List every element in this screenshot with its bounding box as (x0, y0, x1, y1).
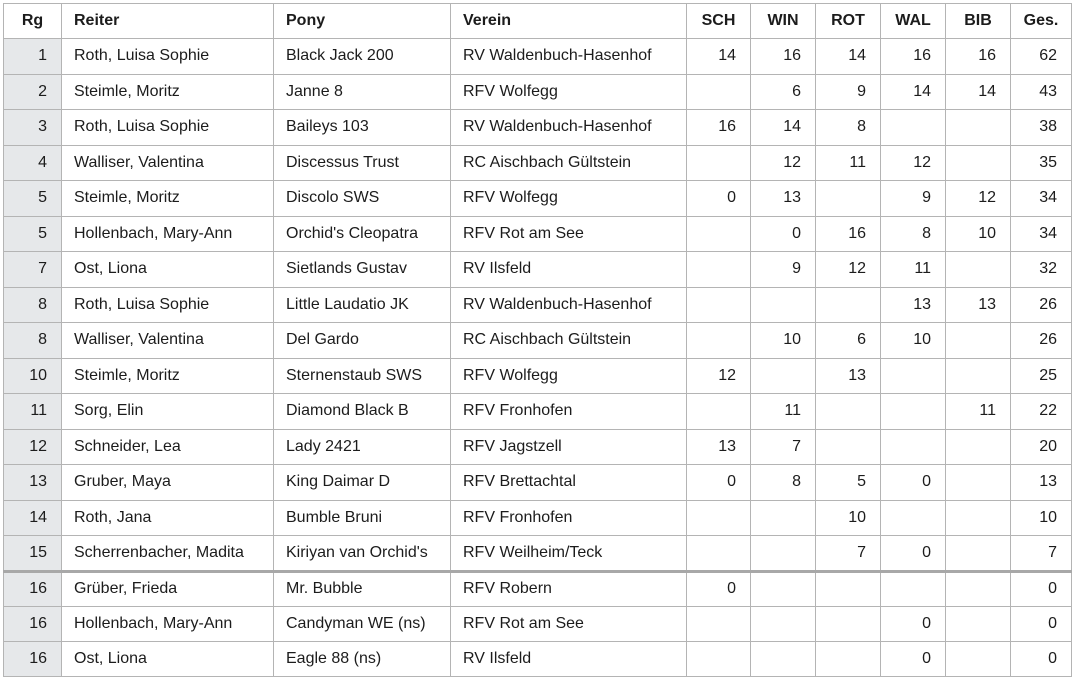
cell-verein: RFV Robern (451, 571, 687, 606)
cell-pony: Sietlands Gustav (274, 252, 451, 288)
cell-verein: RFV Jagstzell (451, 429, 687, 465)
table-row (4, 358, 1072, 394)
cell-rot (816, 606, 881, 641)
cell-rank: 16 (4, 571, 62, 606)
cell-ges: 0 (1011, 571, 1072, 606)
cell-rot: 12 (816, 252, 881, 288)
cell-pony: King Daimar D (274, 465, 451, 501)
cell-win: 8 (751, 465, 816, 501)
cell-reiter: Roth, Luisa Sophie (62, 39, 274, 75)
cell-sch: 0 (687, 571, 751, 606)
cell-bib (946, 606, 1011, 641)
cell-verein: RFV Fronhofen (451, 500, 687, 536)
cell-wal: 0 (881, 606, 946, 641)
cell-bib (946, 252, 1011, 288)
cell-ges: 0 (1011, 606, 1072, 641)
table-row (4, 74, 1072, 110)
header-rg: Rg (4, 4, 62, 39)
header-pony: Pony (274, 4, 451, 39)
cell-wal (881, 571, 946, 606)
cell-win: 11 (751, 394, 816, 430)
cell-rot: 5 (816, 465, 881, 501)
cell-reiter: Grüber, Frieda (62, 571, 274, 606)
cell-ges: 26 (1011, 323, 1072, 359)
cell-rank: 11 (4, 394, 62, 430)
cell-rot: 9 (816, 74, 881, 110)
cell-wal: 9 (881, 181, 946, 217)
cell-win: 6 (751, 74, 816, 110)
cell-win (751, 287, 816, 323)
cell-win: 14 (751, 110, 816, 146)
cell-sch (687, 606, 751, 641)
cell-bib: 16 (946, 39, 1011, 75)
cell-bib: 11 (946, 394, 1011, 430)
table-row (4, 252, 1072, 288)
cell-verein: RFV Rot am See (451, 606, 687, 641)
cell-rank: 3 (4, 110, 62, 146)
cell-ges: 22 (1011, 394, 1072, 430)
cell-sch (687, 536, 751, 572)
cell-pony: Candyman WE (ns) (274, 606, 451, 641)
cell-reiter: Schneider, Lea (62, 429, 274, 465)
cell-rot: 16 (816, 216, 881, 252)
cell-win (751, 536, 816, 572)
cell-win: 9 (751, 252, 816, 288)
cell-sch (687, 641, 751, 676)
cell-rot: 7 (816, 536, 881, 572)
cell-wal (881, 110, 946, 146)
cell-reiter: Scherrenbacher, Madita (62, 536, 274, 572)
table-row (4, 287, 1072, 323)
cell-wal: 10 (881, 323, 946, 359)
cell-sch: 14 (687, 39, 751, 75)
table-row (4, 110, 1072, 146)
cell-bib (946, 641, 1011, 676)
table-row (4, 536, 1072, 572)
cell-bib (946, 110, 1011, 146)
header-row (4, 4, 1072, 39)
cell-pony: Bumble Bruni (274, 500, 451, 536)
cell-reiter: Roth, Luisa Sophie (62, 110, 274, 146)
table-row (4, 571, 1072, 606)
cell-bib: 12 (946, 181, 1011, 217)
cell-bib (946, 536, 1011, 572)
cell-reiter: Ost, Liona (62, 641, 274, 676)
cell-bib (946, 429, 1011, 465)
cell-ges: 7 (1011, 536, 1072, 572)
cell-rot (816, 429, 881, 465)
cell-rot (816, 287, 881, 323)
cell-sch: 16 (687, 110, 751, 146)
table-row (4, 394, 1072, 430)
cell-pony: Little Laudatio JK (274, 287, 451, 323)
cell-ges: 25 (1011, 358, 1072, 394)
cell-verein: RV Ilsfeld (451, 252, 687, 288)
cell-wal: 12 (881, 145, 946, 181)
cell-pony: Del Gardo (274, 323, 451, 359)
cell-wal: 16 (881, 39, 946, 75)
cell-reiter: Steimle, Moritz (62, 358, 274, 394)
cell-verein: RFV Weilheim/Teck (451, 536, 687, 572)
cell-bib (946, 571, 1011, 606)
cell-pony: Eagle 88 (ns) (274, 641, 451, 676)
cell-rank: 5 (4, 181, 62, 217)
header-verein: Verein (451, 4, 687, 39)
cell-wal (881, 500, 946, 536)
cell-rot: 8 (816, 110, 881, 146)
cell-wal: 0 (881, 641, 946, 676)
cell-rot (816, 571, 881, 606)
cell-verein: RFV Wolfegg (451, 181, 687, 217)
header-ges: Ges. (1011, 4, 1072, 39)
cell-rot: 14 (816, 39, 881, 75)
header-rot: ROT (816, 4, 881, 39)
cell-pony: Baileys 103 (274, 110, 451, 146)
cell-bib (946, 145, 1011, 181)
cell-rot (816, 641, 881, 676)
cell-win: 16 (751, 39, 816, 75)
cell-bib: 14 (946, 74, 1011, 110)
cell-rank: 14 (4, 500, 62, 536)
table-body (4, 39, 1072, 677)
cell-verein: RFV Fronhofen (451, 394, 687, 430)
cell-win (751, 641, 816, 676)
cell-sch (687, 500, 751, 536)
cell-sch (687, 287, 751, 323)
table-row (4, 323, 1072, 359)
cell-reiter: Hollenbach, Mary-Ann (62, 606, 274, 641)
cell-sch (687, 216, 751, 252)
header-win: WIN (751, 4, 816, 39)
table-row (4, 465, 1072, 501)
cell-verein: RV Waldenbuch-Hasenhof (451, 287, 687, 323)
cell-win (751, 606, 816, 641)
cell-wal: 14 (881, 74, 946, 110)
cell-reiter: Roth, Luisa Sophie (62, 287, 274, 323)
cell-ges: 20 (1011, 429, 1072, 465)
cell-wal (881, 429, 946, 465)
table-row (4, 39, 1072, 75)
cell-reiter: Hollenbach, Mary-Ann (62, 216, 274, 252)
ranking-table (3, 3, 1072, 677)
cell-bib (946, 465, 1011, 501)
cell-rank: 2 (4, 74, 62, 110)
cell-verein: RC Aischbach Gültstein (451, 323, 687, 359)
cell-win (751, 358, 816, 394)
cell-sch (687, 394, 751, 430)
cell-pony: Sternenstaub SWS (274, 358, 451, 394)
cell-bib: 10 (946, 216, 1011, 252)
cell-verein: RFV Wolfegg (451, 358, 687, 394)
cell-ges: 13 (1011, 465, 1072, 501)
cell-rank: 1 (4, 39, 62, 75)
cell-reiter: Steimle, Moritz (62, 181, 274, 217)
cell-rot: 10 (816, 500, 881, 536)
cell-ges: 26 (1011, 287, 1072, 323)
cell-wal (881, 394, 946, 430)
table-row (4, 500, 1072, 536)
cell-sch (687, 323, 751, 359)
cell-win (751, 571, 816, 606)
cell-ges: 38 (1011, 110, 1072, 146)
cell-reiter: Walliser, Valentina (62, 145, 274, 181)
cell-ges: 0 (1011, 641, 1072, 676)
cell-win: 7 (751, 429, 816, 465)
cell-ges: 34 (1011, 216, 1072, 252)
cell-rank: 13 (4, 465, 62, 501)
cell-pony: Diamond Black B (274, 394, 451, 430)
cell-rank: 4 (4, 145, 62, 181)
table-row (4, 216, 1072, 252)
cell-win (751, 500, 816, 536)
cell-ges: 62 (1011, 39, 1072, 75)
cell-rot (816, 181, 881, 217)
cell-rank: 5 (4, 216, 62, 252)
cell-pony: Janne 8 (274, 74, 451, 110)
cell-rank: 8 (4, 323, 62, 359)
cell-wal: 0 (881, 536, 946, 572)
cell-wal (881, 358, 946, 394)
cell-verein: RFV Rot am See (451, 216, 687, 252)
cell-rot: 11 (816, 145, 881, 181)
cell-win: 12 (751, 145, 816, 181)
cell-bib: 13 (946, 287, 1011, 323)
cell-pony: Mr. Bubble (274, 571, 451, 606)
header-wal: WAL (881, 4, 946, 39)
table-row (4, 606, 1072, 641)
table-row (4, 145, 1072, 181)
cell-reiter: Gruber, Maya (62, 465, 274, 501)
cell-wal: 11 (881, 252, 946, 288)
cell-wal: 8 (881, 216, 946, 252)
cell-ges: 43 (1011, 74, 1072, 110)
cell-rank: 7 (4, 252, 62, 288)
cell-verein: RFV Brettachtal (451, 465, 687, 501)
cell-reiter: Walliser, Valentina (62, 323, 274, 359)
cell-rank: 8 (4, 287, 62, 323)
cell-wal: 0 (881, 465, 946, 501)
table-row (4, 181, 1072, 217)
cell-reiter: Sorg, Elin (62, 394, 274, 430)
cell-verein: RV Ilsfeld (451, 641, 687, 676)
cell-sch (687, 252, 751, 288)
cell-bib (946, 323, 1011, 359)
cell-ges: 32 (1011, 252, 1072, 288)
cell-ges: 34 (1011, 181, 1072, 217)
cell-pony: Discolo SWS (274, 181, 451, 217)
header-bib: BIB (946, 4, 1011, 39)
cell-rank: 16 (4, 606, 62, 641)
cell-rank: 16 (4, 641, 62, 676)
cell-reiter: Steimle, Moritz (62, 74, 274, 110)
cell-pony: Kiriyan van Orchid's (274, 536, 451, 572)
cell-bib (946, 500, 1011, 536)
cell-sch: 13 (687, 429, 751, 465)
header-reiter: Reiter (62, 4, 274, 39)
cell-wal: 13 (881, 287, 946, 323)
cell-rank: 10 (4, 358, 62, 394)
cell-verein: RV Waldenbuch-Hasenhof (451, 39, 687, 75)
cell-sch: 12 (687, 358, 751, 394)
cell-pony: Orchid's Cleopatra (274, 216, 451, 252)
cell-rot: 13 (816, 358, 881, 394)
cell-verein: RC Aischbach Gültstein (451, 145, 687, 181)
cell-reiter: Roth, Jana (62, 500, 274, 536)
cell-rank: 12 (4, 429, 62, 465)
cell-ges: 10 (1011, 500, 1072, 536)
cell-pony: Lady 2421 (274, 429, 451, 465)
cell-sch (687, 74, 751, 110)
cell-reiter: Ost, Liona (62, 252, 274, 288)
cell-win: 13 (751, 181, 816, 217)
cell-rot: 6 (816, 323, 881, 359)
cell-verein: RV Waldenbuch-Hasenhof (451, 110, 687, 146)
cell-sch (687, 145, 751, 181)
cell-bib (946, 358, 1011, 394)
cell-verein: RFV Wolfegg (451, 74, 687, 110)
cell-rank: 15 (4, 536, 62, 572)
cell-sch: 0 (687, 181, 751, 217)
table-row (4, 429, 1072, 465)
table-row (4, 641, 1072, 676)
cell-pony: Black Jack 200 (274, 39, 451, 75)
cell-win: 0 (751, 216, 816, 252)
cell-win: 10 (751, 323, 816, 359)
cell-pony: Discessus Trust (274, 145, 451, 181)
cell-ges: 35 (1011, 145, 1072, 181)
cell-sch: 0 (687, 465, 751, 501)
cell-rot (816, 394, 881, 430)
header-sch: SCH (687, 4, 751, 39)
